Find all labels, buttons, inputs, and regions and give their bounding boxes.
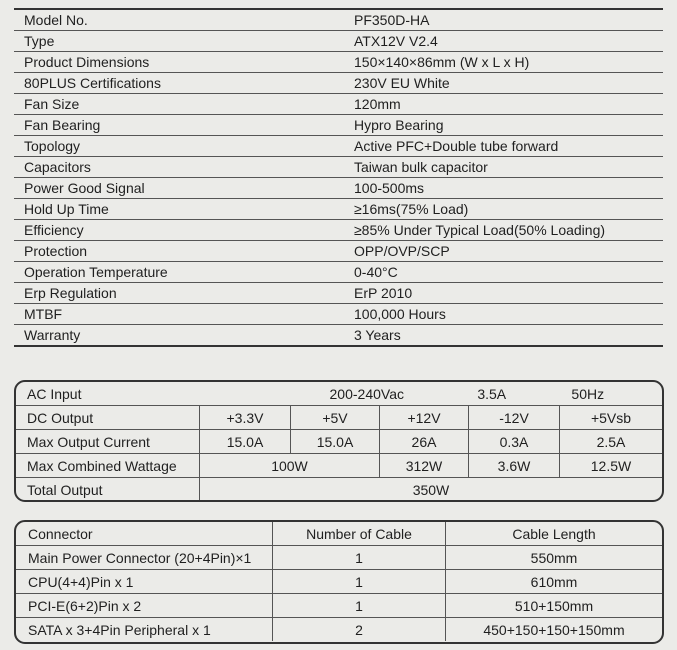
spec-row (14, 73, 663, 94)
spec-value: 3 Years (344, 325, 663, 347)
spec-row (14, 178, 663, 199)
table-row (16, 618, 662, 642)
spec-value: PF350D-HA (354, 12, 430, 28)
spec-label: Fan Bearing (14, 115, 344, 136)
cable-count: 1 (273, 546, 446, 570)
spec-label: Type (14, 31, 344, 52)
connector-header-row (16, 522, 662, 546)
max-current-3v3: 15.0A (200, 430, 291, 454)
spec-label: Power Good Signal (14, 178, 344, 199)
dc-output-row (16, 406, 662, 430)
spec-table (14, 8, 663, 347)
total-output-label: Total Output (16, 478, 200, 502)
spec-label: Protection (14, 241, 344, 262)
spec-value: Hypro Bearing (344, 115, 663, 136)
connector-header: Connector (16, 522, 273, 546)
rail-5vsb: +5Vsb (560, 406, 663, 430)
spec-row (14, 94, 663, 115)
spec-value: 230V EU White (344, 73, 663, 94)
spec-row (14, 31, 663, 52)
max-combined-12v: 312W (380, 454, 469, 478)
connector-name: CPU(4+4)Pin x 1 (16, 570, 273, 594)
table-row (16, 594, 662, 618)
power-output-table (16, 382, 662, 501)
spec-value: ATX12V V2.4 (344, 31, 663, 52)
spec-label: Topology (14, 136, 344, 157)
table-row (16, 546, 662, 570)
spec-label: Warranty (14, 325, 344, 347)
spec-row (14, 241, 663, 262)
max-current-label: Max Output Current (16, 430, 200, 454)
spec-value: 100-500ms (344, 178, 663, 199)
ac-input-row (16, 382, 662, 406)
spec-row (14, 304, 663, 325)
spec-row (14, 283, 663, 304)
spec-label: Capacitors (14, 157, 344, 178)
spec-label: Fan Size (14, 94, 344, 115)
spec-value: ≥85% Under Typical Load(50% Loading) (344, 220, 663, 241)
spec-value: 120mm (344, 94, 663, 115)
cable-length: 550mm (446, 546, 663, 570)
cable-length-header: Cable Length (446, 522, 663, 546)
spec-value: OPP/OVP/SCP (344, 241, 663, 262)
ac-input-label: AC Input (16, 382, 200, 406)
spec-row (14, 325, 663, 347)
cable-length: 610mm (446, 570, 663, 594)
cable-count: 1 (273, 570, 446, 594)
power-output-panel (14, 380, 664, 502)
connector-name: Main Power Connector (20+4Pin)×1 (16, 546, 273, 570)
spec-row (14, 157, 663, 178)
spec-value: ≥16ms(75% Load) (344, 199, 663, 220)
spec-value: 100,000 Hours (344, 304, 663, 325)
spec-value: Taiwan bulk capacitor (344, 157, 663, 178)
total-output-row (16, 478, 662, 502)
cable-length: 450+150+150+150mm (483, 621, 625, 638)
cable-length: 510+150mm (446, 594, 663, 618)
ac-input-values (200, 382, 663, 406)
spec-label: Efficiency (14, 220, 344, 241)
max-combined-5vsb: 12.5W (560, 454, 663, 478)
rail-neg12v: -12V (469, 406, 560, 430)
max-current-5vsb: 2.5A (560, 430, 663, 454)
spec-row (14, 199, 663, 220)
spec-row (14, 136, 663, 157)
spec-value: 150×140×86mm (W x L x H) (344, 52, 663, 73)
connector-table (16, 522, 662, 641)
ac-input-frequency: 50Hz (571, 385, 605, 402)
spec-label: Operation Temperature (14, 262, 344, 283)
max-combined-neg12v: 3.6W (469, 454, 560, 478)
ac-input-voltage: 200-240Vac (329, 385, 404, 402)
connector-name: PCI-E(6+2)Pin x 2 (16, 594, 273, 618)
max-current-neg12v: 0.3A (469, 430, 560, 454)
spec-row (14, 52, 663, 73)
spec-label: Hold Up Time (14, 199, 344, 220)
connector-name: SATA x 3+4Pin Peripheral x 1 (16, 618, 273, 642)
spec-value: 0-40°C (344, 262, 663, 283)
cable-count: 2 (273, 618, 446, 642)
spec-row (14, 262, 663, 283)
spec-label: Erp Regulation (14, 283, 344, 304)
spec-label: Product Dimensions (14, 52, 344, 73)
spec-row (14, 220, 663, 241)
dc-output-label: DC Output (16, 406, 200, 430)
spec-value: ErP 2010 (344, 283, 663, 304)
cable-count: 1 (273, 594, 446, 618)
max-combined-row (16, 454, 662, 478)
spec-label: 80PLUS Certifications (14, 73, 344, 94)
max-current-12v: 26A (380, 430, 469, 454)
table-row (16, 570, 662, 594)
spec-label: Model No. (24, 12, 88, 28)
total-output-value: 350W (412, 481, 450, 498)
max-current-5v: 15.0A (291, 430, 380, 454)
spec-row (14, 9, 663, 31)
ac-input-current: 3.5A (477, 385, 507, 402)
spec-row (14, 115, 663, 136)
max-combined-3v3-5v: 100W (200, 454, 380, 478)
max-combined-label: Max Combined Wattage (16, 454, 200, 478)
spec-label: MTBF (14, 304, 344, 325)
max-current-row (16, 430, 662, 454)
cable-count-header: Number of Cable (273, 522, 446, 546)
rail-5v: +5V (291, 406, 380, 430)
connector-panel (14, 520, 664, 644)
spec-value: Active PFC+Double tube forward (344, 136, 663, 157)
rail-12v: +12V (380, 406, 469, 430)
rail-3v3: +3.3V (200, 406, 291, 430)
